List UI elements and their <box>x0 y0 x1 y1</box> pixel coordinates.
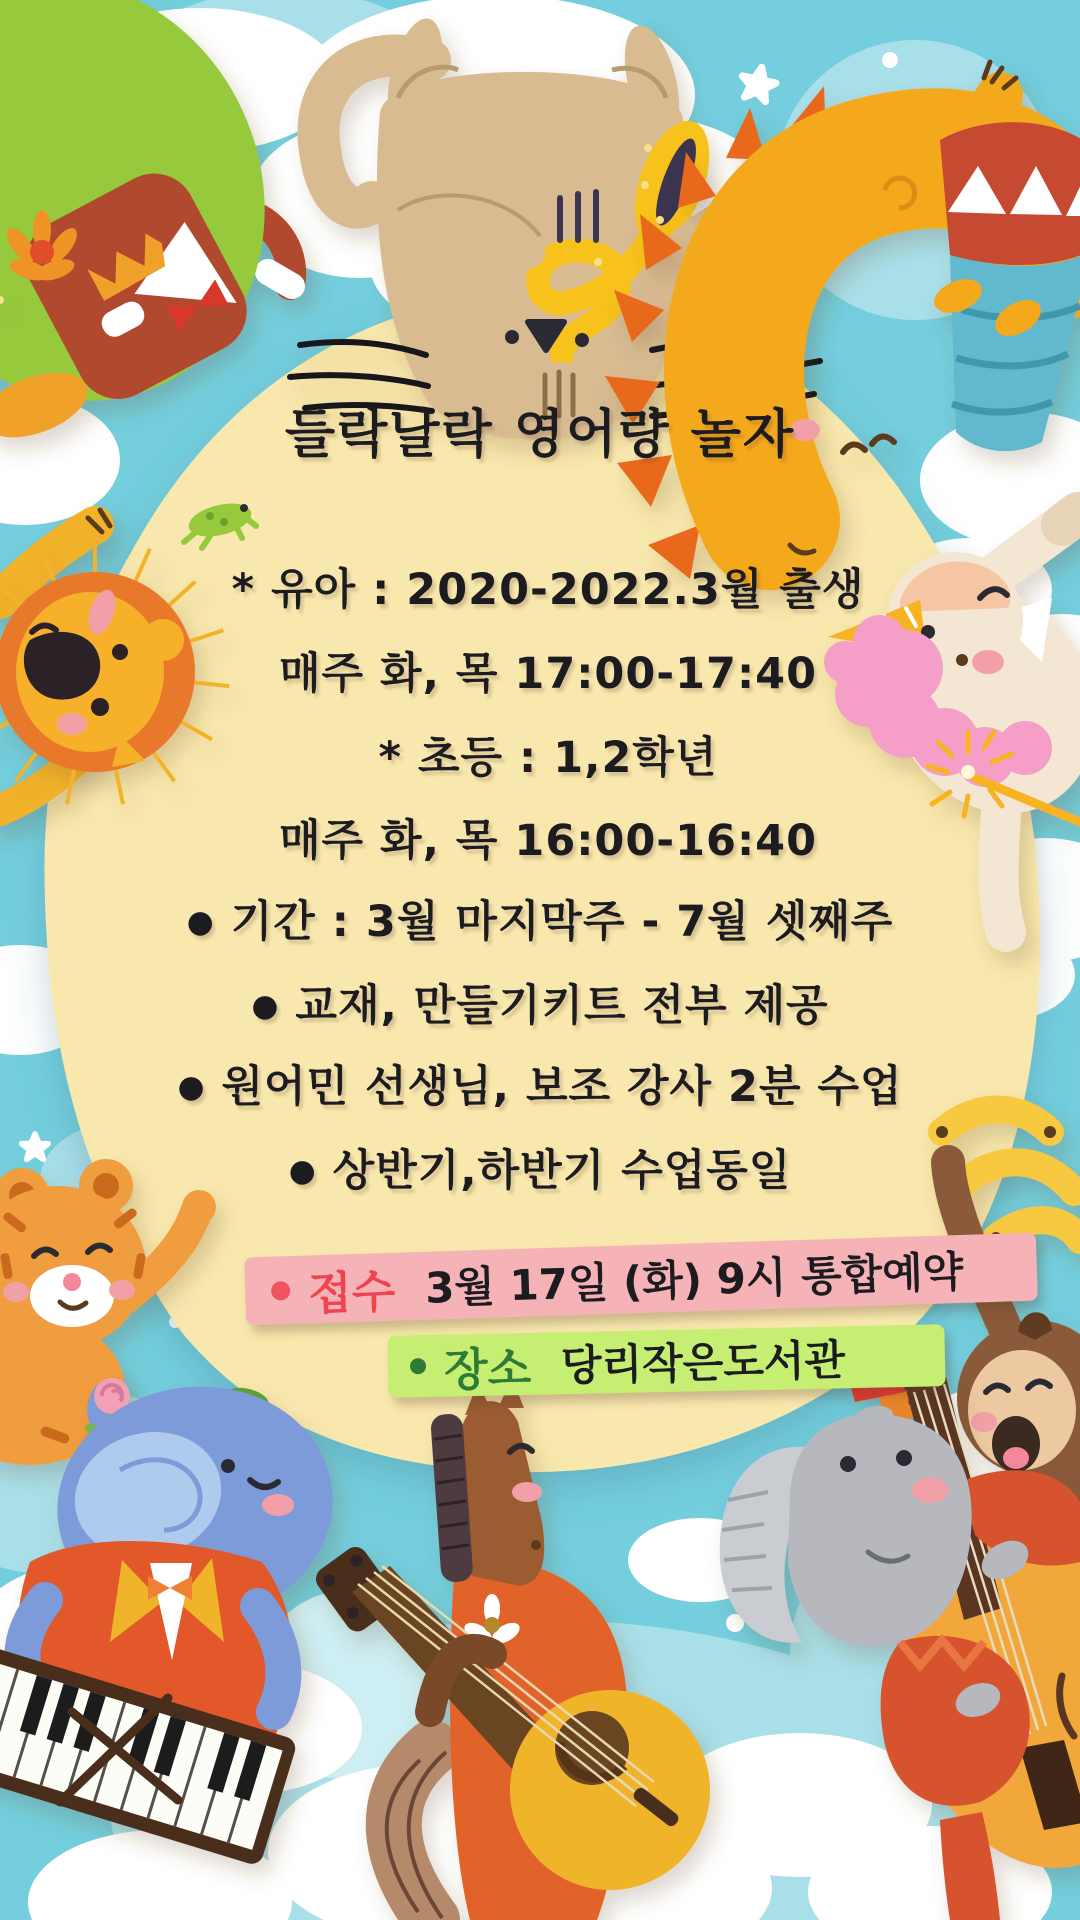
line-text: 매주 화, 목 17:00-17:40 <box>279 649 817 699</box>
info-line-elementary <box>0 724 1080 785</box>
info-line-elementary-time <box>0 807 1080 868</box>
info-line-period <box>0 888 1080 949</box>
info-line-infant <box>0 556 1080 617</box>
location-text: 당리작은도서관 <box>560 1335 846 1391</box>
location-bullet-dot <box>410 1358 426 1374</box>
signup-bullet-dot <box>271 1281 291 1301</box>
line-text: 매주 화, 목 16:00-16:40 <box>279 816 817 866</box>
line-text: 원어민 선생님, 보조 강사 2분 수업 <box>221 1062 903 1112</box>
poster-title: 들락날락 영어랑 놀자 <box>284 405 796 465</box>
signup-label: 접수 <box>307 1264 397 1320</box>
line-bullet: ● <box>177 1069 206 1105</box>
line-bullet: ● <box>288 1153 317 1189</box>
line-text: * 초등 : 1,2학년 <box>378 733 718 783</box>
line-text: * 유아 : 2020-2022.3월 출생 <box>231 565 865 615</box>
location-label: 장소 <box>443 1341 532 1397</box>
line-text: 상반기,하반기 수업동일 <box>332 1146 792 1196</box>
info-line-infant-time <box>0 640 1080 701</box>
location-highlight-bar <box>387 1324 945 1398</box>
signup-text: 3월 17일 (화) 9시 통합예약 <box>424 1246 965 1313</box>
info-line-teachers <box>0 1053 1080 1114</box>
line-bullet: ● <box>186 904 215 940</box>
line-text: 기간 : 3월 마지막주 - 7월 셋째주 <box>230 897 894 947</box>
line-bullet: ● <box>251 988 280 1024</box>
line-text: 교재, 만들기키트 전부 제공 <box>295 981 829 1031</box>
info-line-materials <box>0 972 1080 1033</box>
info-line-semesters <box>0 1137 1080 1198</box>
